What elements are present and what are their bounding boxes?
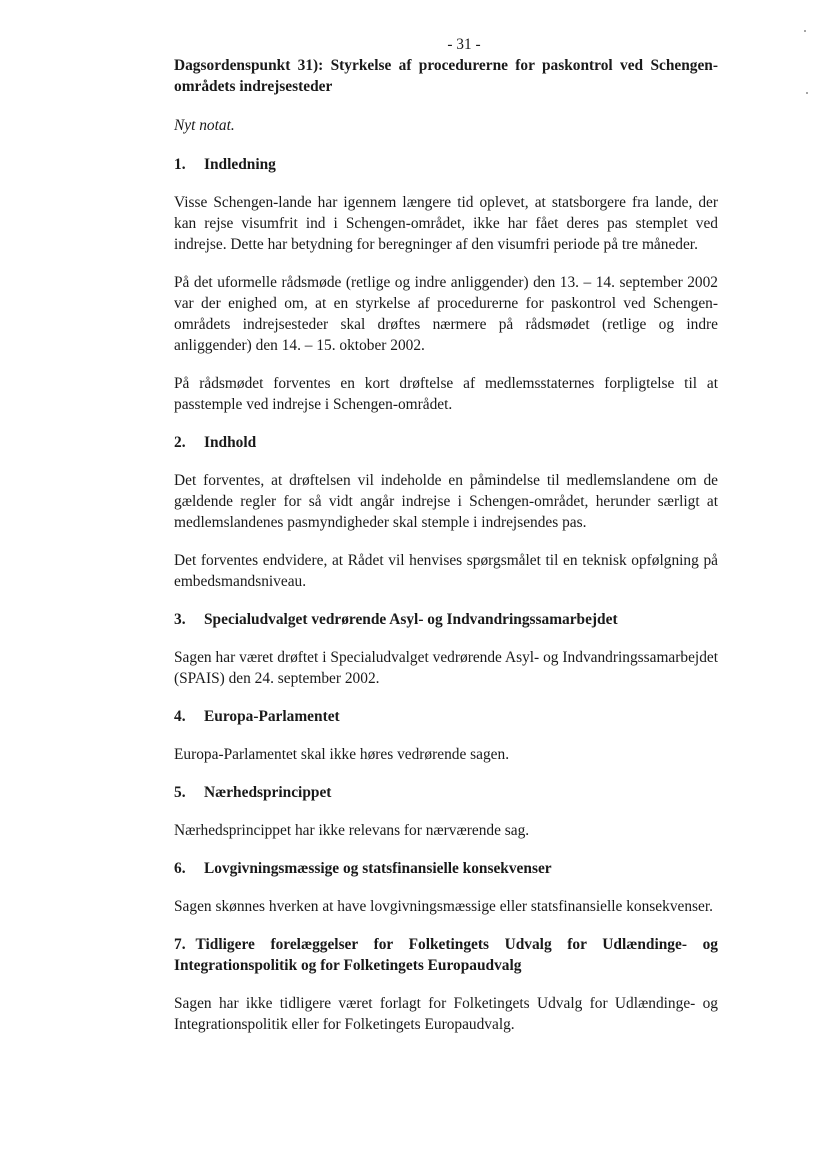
- section-number: 3.: [174, 611, 186, 628]
- section-number: 4.: [174, 708, 186, 725]
- paragraph: På rådsmødet forventes en kort drøftelse af medlemsstaternes forpligtelse til at passtemple ved indrejse i Schengen-området.: [174, 375, 718, 413]
- section-title: Specialudvalget vedrørende Asyl- og Indvandringssamarbejdet: [204, 611, 618, 628]
- section-heading-3: [174, 609, 718, 630]
- section-title: Europa-Parlamentet: [204, 708, 340, 725]
- section-number: 5.: [174, 784, 186, 801]
- section-heading-7: [174, 934, 718, 976]
- paragraph: Visse Schengen-lande har igennem længere tid oplevet, at statsborgere fra lande, der kan rejse visumfrit ind i Schengen-området, ikke har fået deres pas stemplet ved indrejse. Dette har betydning for beregninger af den visumfri periode på tre måneder.: [174, 194, 718, 253]
- section-number: 7.: [174, 936, 186, 953]
- document-page: [174, 34, 718, 1035]
- section-title: Nærhedsprincippet: [204, 784, 332, 801]
- paragraph: Europa-Parlamentet skal ikke høres vedrørende sagen.: [174, 746, 510, 763]
- paragraph: Sagen skønnes hverken at have lovgivningsmæssige eller statsfinansielle konsekvenser.: [174, 898, 713, 915]
- section-heading-5: [174, 782, 718, 803]
- section-number: 6.: [174, 860, 186, 877]
- section-heading-4: [174, 706, 718, 727]
- section-title: Lovgivningsmæssige og statsfinansielle konsekvenser: [204, 860, 552, 877]
- paragraph: På det uformelle rådsmøde (retlige og indre anliggender) den 13. – 14. september 2002 var der enighed om, at en styrkelse af procedurerne for paskontrol ved Schengen-områdets indrejsesteder skal drøftes nærmere på rådsmødet (retlige og indre anliggender) den 14. – 15. oktober 2002.: [174, 274, 718, 354]
- paragraph: Nærhedsprincippet har ikke relevans for nærværende sag.: [174, 822, 530, 839]
- paragraph: Det forventes, at drøftelsen vil indeholde en påmindelse til medlemslandene om de gældende regler for så vidt angår indrejse i Schengen-området, herunder særligt at medlemslandenes pasmyndigheder skal stemple i indrejsendes pas.: [174, 472, 718, 531]
- section-heading-2: [174, 432, 718, 453]
- section-number: 1.: [174, 156, 186, 173]
- scan-speck: [806, 92, 808, 94]
- section-title: Tidligere forelæggelser for Folketingets Udvalg for Udlændinge- og Integrationspolitik og for Folketingets Europaudvalg: [174, 936, 718, 974]
- paragraph: Det forventes endvidere, at Rådet vil henvises spørgsmålet til en teknisk opfølgning på embedsmandsniveau.: [174, 552, 718, 590]
- agenda-title: Dagsordenspunkt 31): Styrkelse af procedurerne for paskontrol ved Schengen-områdets indrejsesteder: [174, 57, 718, 95]
- section-title: Indhold: [204, 434, 257, 451]
- section-number: 2.: [174, 434, 186, 451]
- section-title: Indledning: [204, 156, 276, 173]
- note-label: Nyt notat.: [174, 117, 235, 134]
- section-heading-1: [174, 154, 718, 175]
- paragraph: Sagen har været drøftet i Specialudvalget vedrørende Asyl- og Indvandringssamarbejdet (SPAIS) den 24. september 2002.: [174, 649, 718, 687]
- paragraph: Sagen har ikke tidligere været forlagt for Folketingets Udvalg for Udlændinge- og Integrationspolitik eller for Folketingets Europaudvalg.: [174, 995, 718, 1033]
- scan-speck: [804, 30, 806, 32]
- section-heading-6: [174, 858, 718, 879]
- page-number: - 31 -: [447, 36, 481, 53]
